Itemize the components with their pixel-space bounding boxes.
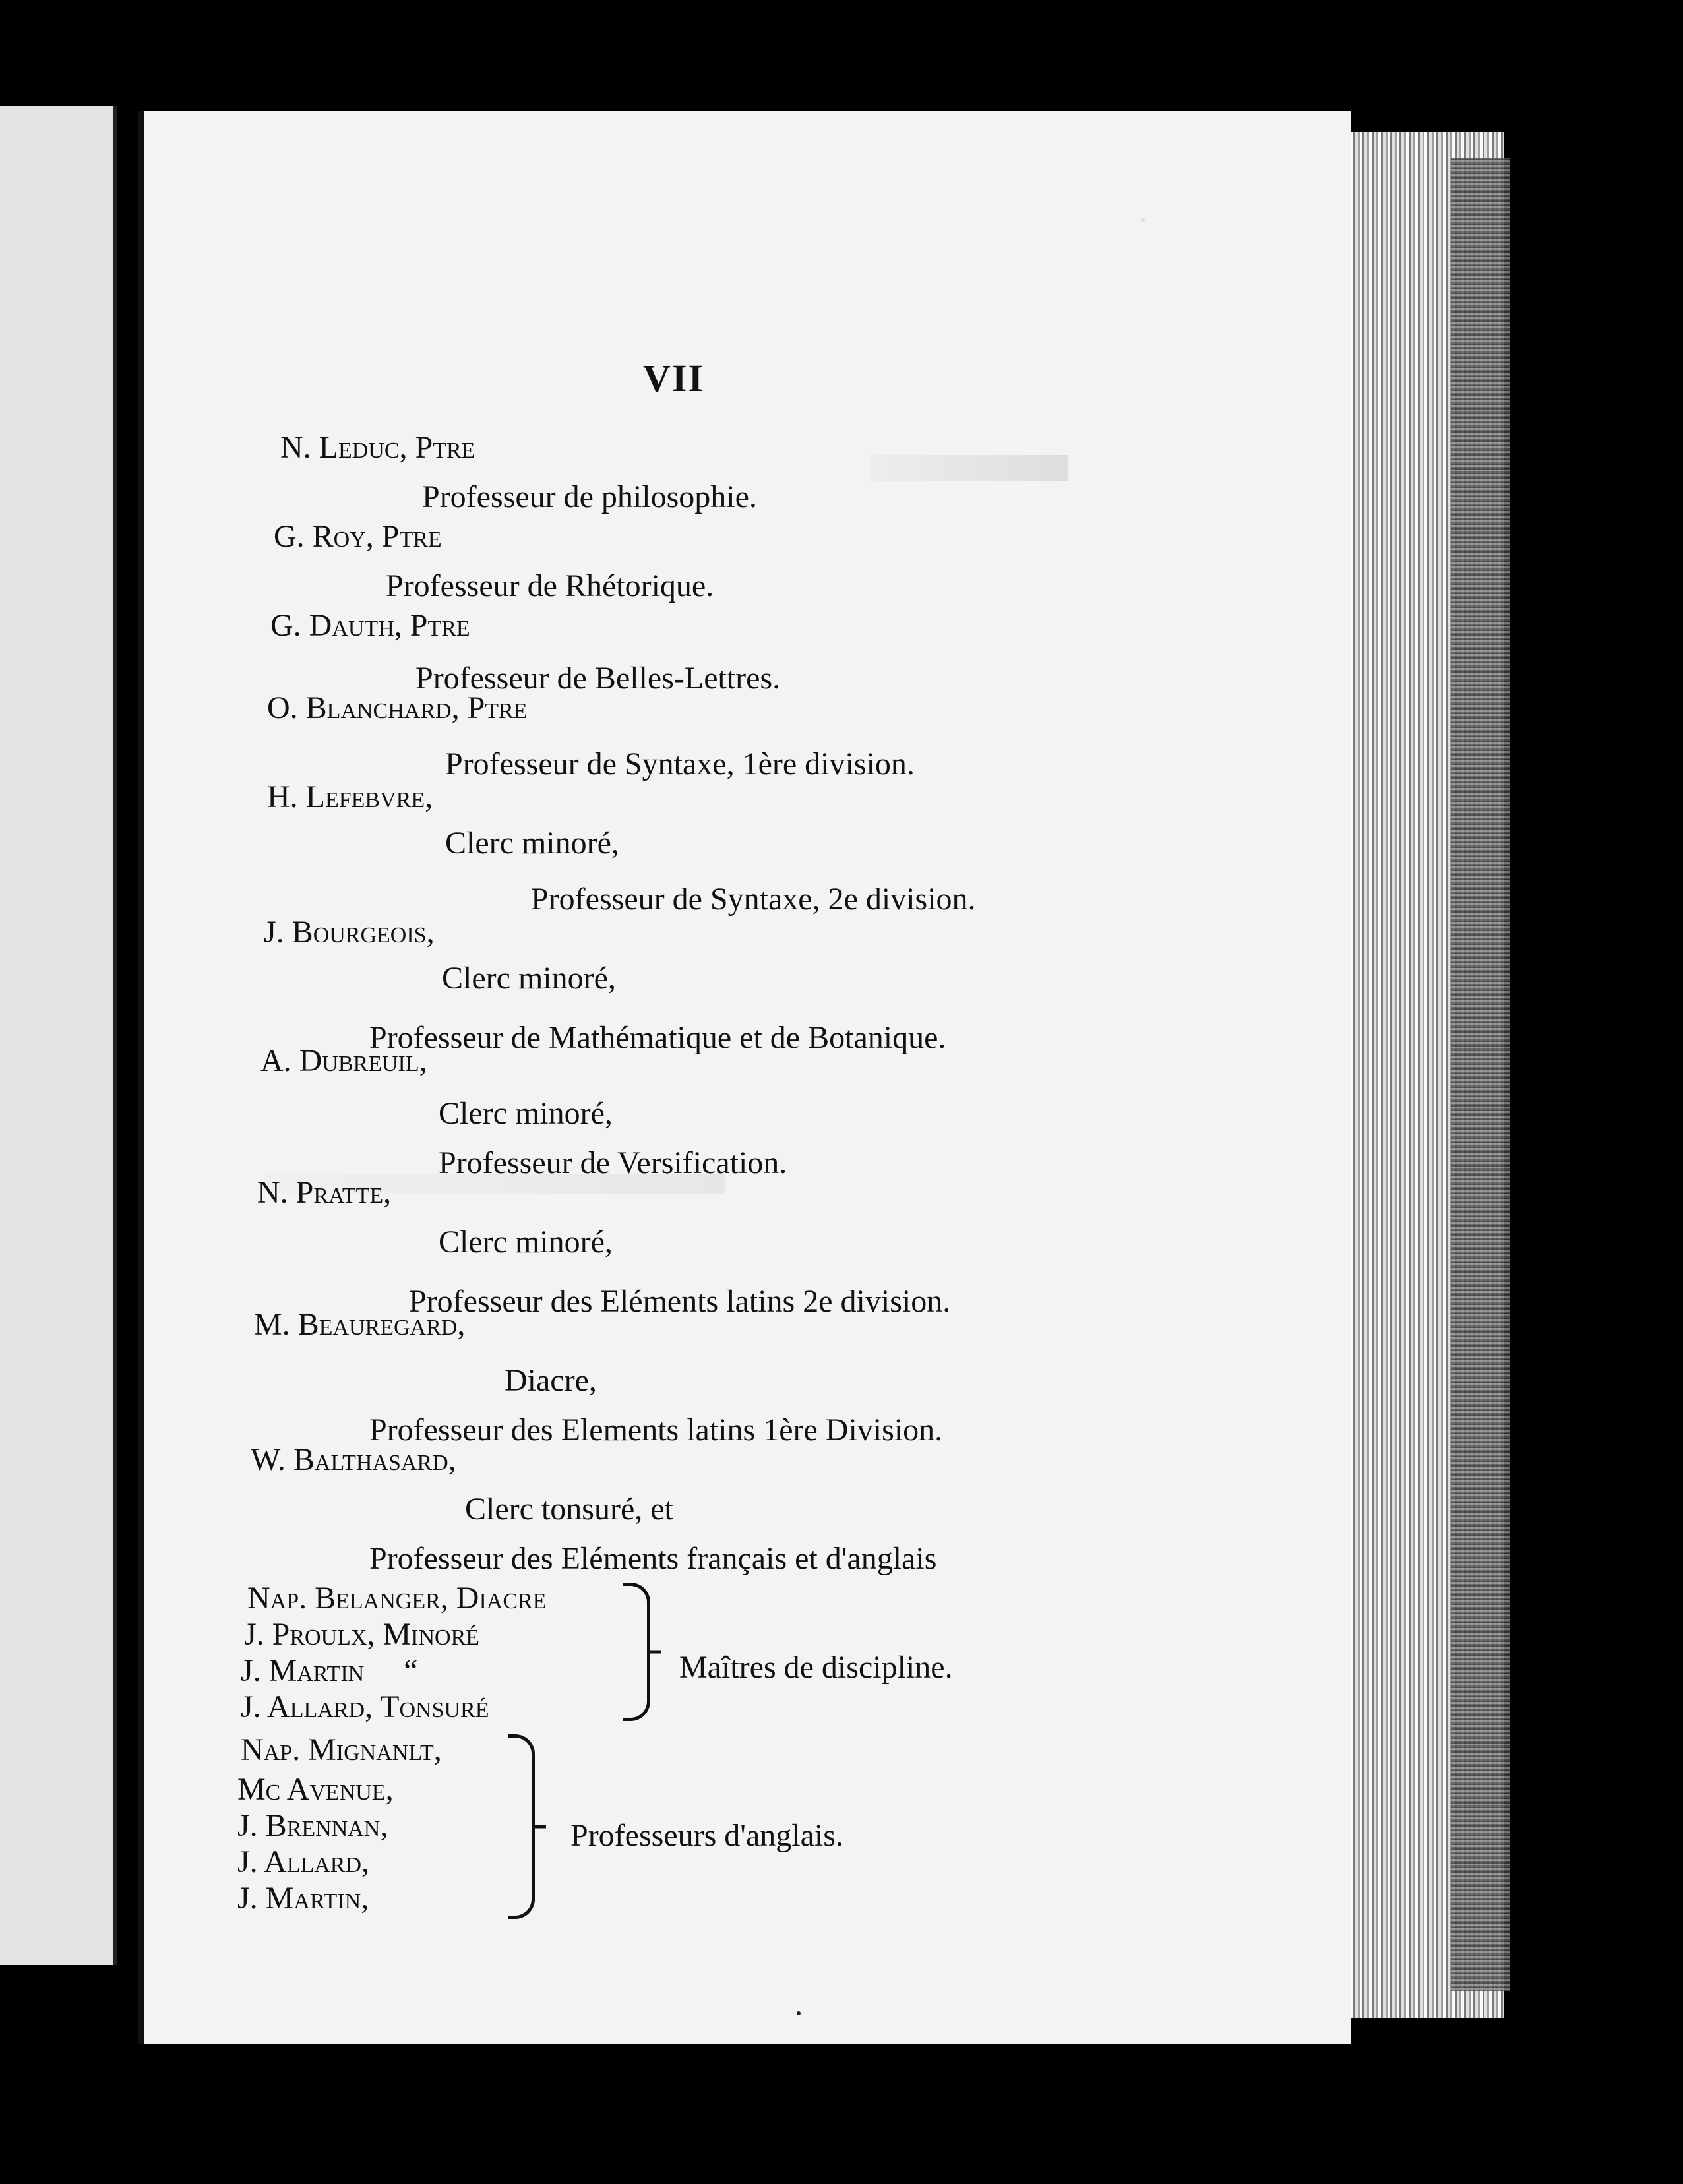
staff-status: Clerc minoré, <box>445 826 619 861</box>
brace-discipline <box>623 1583 650 1721</box>
english-member: Mc Avenue, <box>237 1772 394 1807</box>
staff-role: Professeur des Elements latins 1ère Division. <box>369 1412 943 1447</box>
staff-name: O. Blanchard, Ptre <box>267 690 528 725</box>
staff-role: Professeur de Versification. <box>439 1145 787 1180</box>
paper-speck <box>797 2011 801 2015</box>
staff-role: Professeur de Syntaxe, 1ère division. <box>445 746 915 781</box>
staff-role: Professeur des Eléments latins 2e division. <box>409 1284 951 1319</box>
staff-name: M. Beauregard, <box>254 1307 466 1342</box>
staff-name: N. Pratte, <box>257 1175 392 1210</box>
staff-role: Professeur de Mathématique et de Botanique. <box>369 1020 946 1055</box>
staff-status: Diacre, <box>505 1363 597 1398</box>
staff-status: Clerc minoré, <box>439 1096 613 1131</box>
discipline-member: Nap. Belanger, Diacre <box>247 1581 547 1616</box>
staff-status: Clerc minoré, <box>442 961 616 996</box>
english-member: J. Allard, <box>237 1844 370 1879</box>
english-member: J. Brennan, <box>237 1808 388 1843</box>
staff-name: G. Dauth, Ptre <box>270 608 470 643</box>
staff-role: Professeur des Eléments français et d'anglais <box>369 1541 937 1576</box>
book-page-edges-shadow <box>1451 158 1510 1991</box>
facing-page-edge <box>0 106 117 1965</box>
staff-name: N. Leduc, Ptre <box>280 430 475 465</box>
staff-role: Professeur de Rhétorique. <box>386 568 714 603</box>
staff-name: H. Lefebvre, <box>267 779 433 814</box>
staff-status: Clerc tonsuré, et <box>465 1492 673 1527</box>
staff-role: Professeur de Belles-Lettres. <box>415 661 781 696</box>
page-number-heading: VII <box>643 357 705 400</box>
discipline-group-label: Maîtres de discipline. <box>679 1650 953 1685</box>
show-through-texture <box>871 455 1068 481</box>
brace-english <box>508 1734 535 1919</box>
staff-name: W. Balthasard, <box>251 1442 456 1477</box>
discipline-member: J. Allard, Tonsuré <box>241 1689 489 1724</box>
staff-name: J. Bourgeois, <box>264 915 435 950</box>
discipline-member: J. Proulx, Minoré <box>244 1617 480 1652</box>
staff-name: G. Roy, Ptre <box>274 519 442 554</box>
english-group-label: Professeurs d'anglais. <box>570 1818 843 1853</box>
staff-name: A. Dubreuil, <box>260 1043 427 1078</box>
staff-role: Professeur de philosophie. <box>422 479 757 514</box>
discipline-member: J. Martin “ <box>241 1653 418 1688</box>
english-member: J. Martin, <box>237 1881 369 1916</box>
staff-role: Professeur de Syntaxe, 2e division. <box>531 882 976 917</box>
english-member: Nap. Mignanlt, <box>241 1732 442 1767</box>
staff-status: Clerc minoré, <box>439 1225 613 1259</box>
paper-speck <box>1141 218 1145 222</box>
